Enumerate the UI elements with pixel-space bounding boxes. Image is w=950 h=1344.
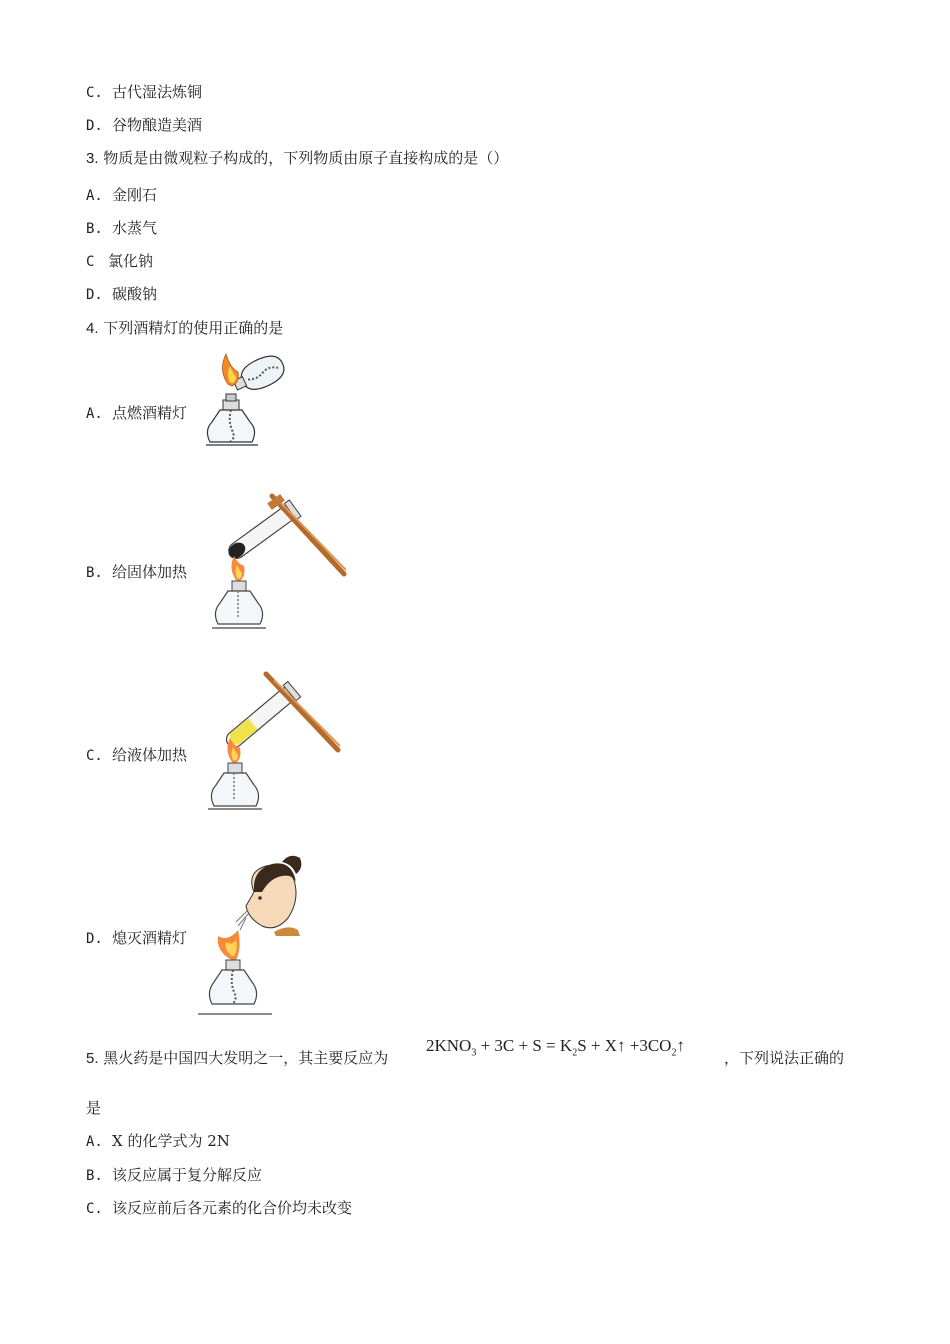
q3-option-a: [86, 185, 157, 206]
option-text: 熄灭酒精灯: [112, 929, 188, 947]
q5-option-a: [86, 1131, 230, 1152]
q5-option-c: [86, 1198, 352, 1219]
question-text: 是: [86, 1099, 102, 1117]
option-text: 金刚石: [112, 186, 158, 204]
equation-subscript: 3: [471, 1047, 477, 1059]
heating-solid-figure: [196, 488, 351, 636]
q2-option-d: [86, 115, 202, 136]
q4-option-b: [86, 562, 187, 583]
q3-option-c: [86, 251, 153, 272]
equation-part: 2KNO: [426, 1036, 472, 1055]
question-number: 4.: [86, 320, 99, 337]
q5-stem: [86, 1048, 388, 1069]
q2-option-c: [86, 82, 202, 103]
option-text: 该反应属于复分解反应: [112, 1166, 263, 1184]
option-letter: B.: [86, 565, 103, 581]
option-letter: B.: [86, 1168, 103, 1184]
option-text: 谷物酿造美酒: [112, 116, 203, 134]
q5-option-b: [86, 1165, 262, 1186]
equation-part: + 3C + S = K: [476, 1036, 573, 1055]
q5-stem-continued: [724, 1048, 844, 1068]
q4-stem: [86, 318, 283, 339]
option-letter: A.: [86, 1134, 103, 1150]
blowing-out-lamp-figure: [196, 852, 311, 1020]
question-text: 下列酒精灯的使用正确的是: [103, 319, 284, 337]
option-letter: D.: [86, 931, 103, 947]
option-text: 点燃酒精灯: [112, 404, 188, 422]
equation-subscript: 2: [572, 1047, 578, 1059]
option-text: 碳酸钠: [112, 285, 158, 303]
equation-part: ↑: [676, 1036, 685, 1055]
question-text: 黑火药是中国四大发明之一，其主要反应为: [103, 1049, 389, 1067]
option-letter: D.: [86, 287, 103, 303]
option-text: X 的化学式为 2N: [112, 1132, 230, 1150]
reaction-equation: [426, 1036, 685, 1058]
q4-option-d: [86, 928, 187, 949]
option-letter: C: [86, 254, 95, 270]
q4-option-c: [86, 745, 187, 766]
option-text: 该反应前后各元素的化合价均未改变: [112, 1199, 353, 1217]
question-text: 物质是由微观粒子构成的，下列物质由原子直接构成的是（）: [103, 149, 509, 167]
q3-option-b: [86, 218, 157, 239]
q3-stem: [86, 148, 508, 169]
question-number: 5.: [86, 1050, 99, 1067]
option-letter: A.: [86, 406, 103, 422]
option-letter: D.: [86, 118, 103, 134]
option-letter: C.: [86, 748, 103, 764]
option-letter: A.: [86, 188, 103, 204]
option-letter: C.: [86, 1201, 103, 1217]
option-text: 古代湿法炼铜: [112, 83, 203, 101]
question-text: ，下列说法正确的: [724, 1049, 845, 1067]
q5-stem-wrap: [86, 1098, 101, 1118]
question-number: 3.: [86, 150, 99, 167]
option-text: 水蒸气: [112, 219, 158, 237]
equation-part: S + X↑ +3CO: [577, 1036, 672, 1055]
option-text: 氯化钠: [108, 252, 154, 270]
q4-option-a: [86, 403, 187, 424]
lighting-lamp-figure: [196, 350, 296, 455]
option-text: 给固体加热: [112, 563, 188, 581]
option-letter: B.: [86, 221, 103, 237]
option-letter: C.: [86, 85, 103, 101]
heating-liquid-figure: [196, 662, 346, 812]
q3-option-d: [86, 284, 157, 305]
equation-subscript: 2: [671, 1047, 677, 1059]
option-text: 给液体加热: [112, 746, 188, 764]
